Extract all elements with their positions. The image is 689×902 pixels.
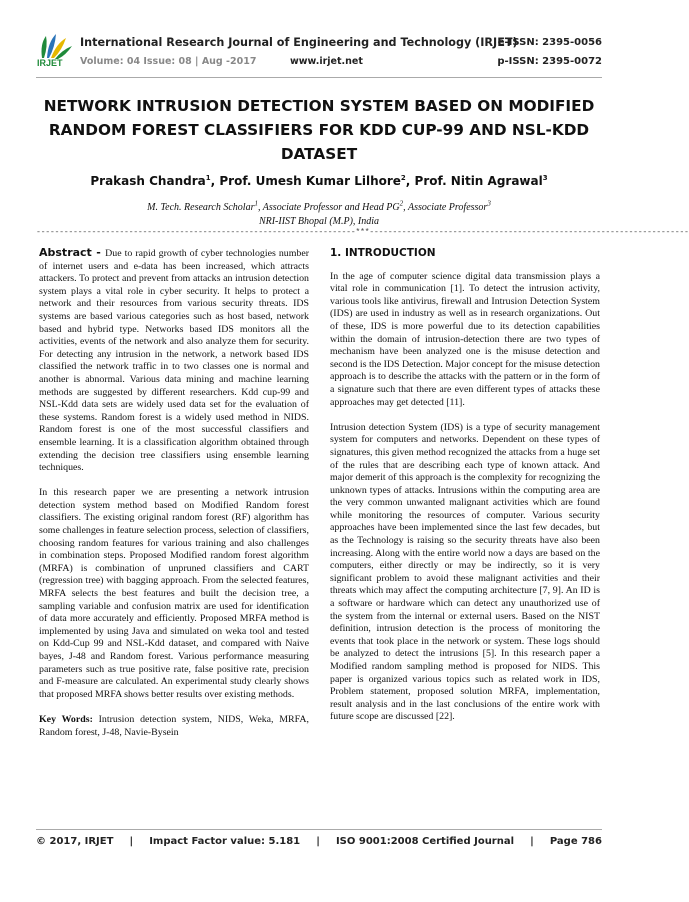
footer-separator: |: [316, 836, 320, 847]
introduction-paragraph-1: In the age of computer science digital data transmission plays a vital role in communication [1]. To detect the intrusion activity, various tools like antivirus, firewall and Intrusion Detection System (IDS) are used in industry as well as in research organizations. Out of these, IDS is more powerful due to its detection capabilities within the domain of intrusion-detection there are two types of mechanism have been analyzed one is the misuse detection and second is the IDS Detection. Major concept for the misuse detection approach is to describe the attacks with the pattern or in the form of a signature such that there are even different types of attacks these approaches may get detected [11].: [330, 270, 600, 408]
footer-separator: |: [129, 836, 134, 847]
author-separator: ,: [210, 174, 220, 188]
abstract-text: Due to rapid growth of cyber technologies number of internet users and e-data has been increased, which attracts attackers. To protect and prevent from attacks an intrusion detection system plays a vital role in cyber security. It helps to protect a network and their resources from various security threats. IDS systems are based various categories such as host based, network based and hybrid type. Networks based IDS monitors all the activities, events of the network and also analyze them for security. For detecting any intrusion in the network, a network based IDS classified the network traffic in to two classes one is normal and another is abnormal. Various data mining and machine learning methods are suggested by different researchers. Kdd cup-99 and NSL-Kdd data sets are widely used data set for the evaluation of these systems. Random forest is a widely used method in NIDS. Random forest is one of the most successful classifiers and ensemble learning. It is a classification algorithm obtained through extending the decision tree classifiers using ensemble learning techniques.: [39, 248, 309, 474]
keywords-label: Key Words:: [39, 713, 99, 725]
impact-factor: Impact Factor value: 5.181: [149, 836, 301, 847]
abstract-paragraph-2: In this research paper we are presenting a network intrusion detection system method based on Modified Random forest classifiers. The existing original random forest (RF) algorithm has some challenges in feature selection process, selection of classifiers, choosing random features for various training and also challenges in combination steps. Proposed Modified random forest algorithm (MRFA) is combination of unpruned classifiers and CART (regression tree) with bagging approach. From the selected features, MRFA selects the best features and built the decision tree, a sampling variable and confusion matrix are used for identification of data more accurately and efficiently. Proposed MRFA method is implemented by using Java and simulated on weka tool and tested on Kdd-Cup 99 and NSL-Kdd dataset, and compared with Naive bayes, J-48 and Random forest. Various performance measuring parameters such as true positive rate, false positive rate, precision and F-measure are calculated. An experimental study clearly shows that proposed MRFA shows better results over existing methods.: [39, 487, 309, 700]
introduction-heading: 1. INTRODUCTION: [330, 247, 436, 259]
paper-title: NETWORK INTRUSION DETECTION SYSTEM BASED ON MODIFIED RANDOM FOREST CLASSIFIERS FOR KDD CUP-99 AND NSL-KDD DATASET: [43, 97, 595, 163]
author-affiliation-mark: 2: [400, 174, 406, 182]
section-separator: ---------------------------------------------------------------------***---------------------------------------------------------------------: [36, 228, 689, 237]
affiliation-mark: 3: [487, 199, 491, 208]
footer-separator: |: [530, 836, 534, 847]
author-name: Prof. Nitin Agrawal: [414, 174, 543, 188]
author-affiliation-mark: 1: [205, 174, 211, 182]
affiliation-roles: [40, 201, 598, 215]
p-issn: p-ISSN: 2395-0072: [497, 56, 602, 67]
iso-certification: ISO 9001:2008 Certified Journal: [335, 836, 515, 847]
institute-name: NRI-IIST Bhopal (M.P), India: [258, 216, 380, 227]
page-footer: [36, 836, 602, 847]
affiliation-separator: ,: [257, 202, 263, 213]
e-issn: e-ISSN: 2395-0056: [497, 37, 602, 48]
footer-divider: [36, 829, 602, 830]
affiliation-role: M. Tech. Research Scholar: [147, 202, 255, 213]
logo-text: IRJET: [37, 58, 63, 68]
affiliation-role: Associate Professor: [407, 202, 488, 213]
author-name: Prakash Chandra: [90, 174, 206, 188]
volume-info: Volume: 04 Issue: 08 | Aug -2017: [80, 56, 257, 67]
page-number: Page 786: [549, 836, 602, 847]
irjet-logo: [36, 32, 76, 74]
abstract-label: Abstract -: [39, 246, 106, 259]
affiliation-role: Associate Professor and Head PG: [262, 202, 400, 213]
keywords: [39, 714, 309, 739]
affiliation-separator: ,: [403, 202, 408, 213]
header-divider: [36, 77, 602, 78]
keywords-text: Intrusion detection system, NIDS, Weka, MRFA, Random forest, J-48, Navie-Bysein: [39, 713, 309, 738]
journal-header: [36, 32, 602, 78]
author-affiliation-mark: 3: [542, 174, 548, 182]
introduction-paragraph-2: Intrusion detection System (IDS) is a type of security management system for computers and networks. Dependent on these types of signatures, this given method recognized the attacks from a huge set of the rules that are describing each type of known attack. And major demerit of this approach is the complexity for recognizing the unknown types of attacks. Intrusions within the computing area are the very common unwanted malignant activities which are found while monitoring the resources of computer. Various security approaches have been implemented since the last few decades, but as the Technology is raising so the security threats have also been increasing. Along with the entire world now a days are based on the computers, either directly or may be indirectly, so it is very significant problem to avoid these malignant activities and their threats which may affect the computing architecture [7, 9]. An ID is a software or hardware which can detect any unauthorized use of the system from the internal or external users. Based on the NIST definition, intrusion detection is the process of monitoring the events that took place in the network or system. These logs should be analyzed to detect the intrusions [5]. In this research paper a Modified random sampling method is proposed for NIDS. This paper is organized various topics such as related work in IDS, Problem statement, proposed solution MRFA, implementation, result analysis and in the last conclusions of the entire work with future scope are discussed [22].: [330, 421, 600, 723]
right-column: [330, 247, 600, 737]
affiliation-mark: 2: [399, 199, 404, 208]
affiliations: [40, 201, 598, 229]
author-separator: ,: [405, 174, 415, 188]
author-name: Prof. Umesh Kumar Lilhore: [219, 174, 401, 188]
journal-name: International Research Journal of Engineering and Technology (IRJET): [80, 36, 518, 49]
author-list: [40, 174, 598, 188]
copyright: © 2017, IRJET: [36, 836, 114, 847]
abstract-paragraph: [39, 247, 309, 475]
journal-website-link[interactable]: www.irjet.net: [290, 56, 363, 67]
left-column: [39, 247, 309, 752]
affiliation-mark: 1: [254, 199, 258, 208]
